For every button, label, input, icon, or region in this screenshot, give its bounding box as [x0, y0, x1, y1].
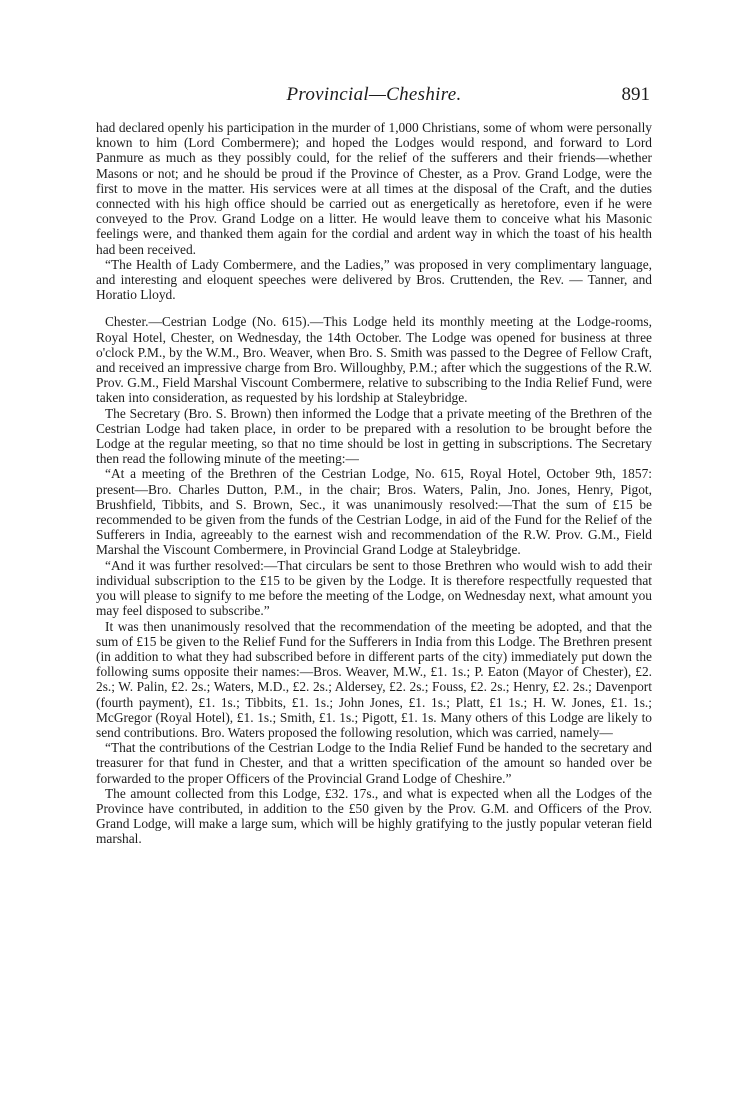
- paragraph-secretary-report: The Secretary (Bro. S. Brown) then informed the Lodge that a private meeting of the Brethren of the Cestrian Lodge had taken place, in order to be prepared with a resolution to be brought before the Lodge at the regular meeting, so that no time should be lost in getting in subscriptions. The Secretary then read the following minute of the meeting:—: [96, 405, 652, 467]
- page-header: [96, 0, 652, 110]
- paragraph-further-resolved: “And it was further resolved:—That circulars be sent to those Brethren who would wish to add their individual subscription to the £15 to be given by the Lodge. It is therefore respectfully requested that you will please to signify to me before the meeting of the Lodge, on Wednesday next, what amount you may feel disposed to subscribe.”: [96, 557, 652, 619]
- paragraph-meeting-minute: “At a meeting of the Brethren of the Cestrian Lodge, No. 615, Royal Hotel, October 9th, 1857: present—Bro. Charles Dutton, P.M., in the chair; Bros. Waters, Palin, Jno. Jones, Henry, Pigot, Brushfield, Tibbits, and S. Brown, Sec., it was unanimously resolved:—That the sum of £15 be recommended to be given from the funds of the Cestrian Lodge, in aid of the Fund for the Relief of the Sufferers in India, agreeably to the earnest wish and recommendation of the R.W. Prov. G.M., Field Marshal the Viscount Combermere, in Provincial Grand Lodge at Staleybridge.: [96, 466, 652, 558]
- article-text: [96, 120, 652, 847]
- document-page: [96, 0, 652, 847]
- running-title: Provincial—Cheshire.: [286, 84, 462, 105]
- paragraph-cestrian-lodge: Chester.—Cestrian Lodge (No. 615).—This Lodge held its monthly meeting at the Lodge-rooms, Royal Hotel, Chester, on Wednesday, the 14th October. The Lodge was opened for business at three o'clock P.M., by the W.M., Bro. Weaver, when Bro. S. Smith was passed to the Degree of Fellow Craft, and received an impressive charge from Bro. Willoughby, P.M.; after which the suggestions of the R.W. Prov. G.M., Field Marshal Viscount Combermere, relative to subscribing to the India Relief Fund, were taken into consideration, as requested by his lordship at Staleybridge.: [96, 314, 652, 406]
- paragraph-subscriptions: It was then unanimously resolved that the recommendation of the meeting be adopted, and that the sum of £15 be given to the Relief Fund for the Sufferers in India from this Lodge. The Brethren present (in addition to what they had subscribed before in different parts of the city) immediately put down the following sums opposite their names:—Bros. Weaver, M.W., £1. 1s.; P. Eaton (Mayor of Chester), £2. 2s.; W. Palin, £2. 2s.; Waters, M.D., £2. 2s.; Aldersey, £2. 2s.; Fouss, £2. 2s.; Henry, £2. 2s.; Davenport (fourth payment), £1. 1s.; Tibbits, £1. 1s.; John Jones, £1. 1s.; Platt, £1 1s.; H. W. Jones, £1. 1s.; McGregor (Royal Hotel), £1. 1s.; Smith, £1. 1s.; Pigott, £1. 1s. Many others of this Lodge are likely to send contributions. Bro. Waters proposed the following resolution, which was carried, namely—: [96, 618, 652, 740]
- paragraph-waters-resolution: “That the contributions of the Cestrian Lodge to the India Relief Fund be handed to the secretary and treasurer for that fund in Chester, and that a written specification of the amount so handed over be forwarded to the proper Officers of the Provincial Grand Lodge of Cheshire.”: [96, 740, 652, 786]
- paragraph-toast-ladies: “The Health of Lady Combermere, and the Ladies,” was proposed in very complimentary language, and interesting and eloquent speeches were delivered by Bros. Cruttenden, the Rev. — Tanner, and Horatio Lloyd.: [96, 256, 652, 303]
- paragraph-amount-collected: The amount collected from this Lodge, £32. 17s., and what is expected when all the Lodges of the Province have contributed, in addition to the £50 given by the Prov. G.M. and Officers of the Prov. Grand Lodge, will make a large sum, which will be highly gratifying to the justly popular veteran field marshal.: [96, 785, 652, 847]
- paragraph-lord-combermere-speech: had declared openly his participation in the murder of 1,000 Christians, some of whom were personally known to him (Lord Combermere); and hoped the Lodges would respond, and forward to Lord Panmure as much as they possibly could, for the relief of the sufferers and their friends—whether Masons or not; and he should be proud if the Province of Chester, as a Prov. Grand Lodge, were the first to move in the matter. His services were at all times at the disposal of the Craft, and the duties connected with his high office should be carried out as energetically as heretofore, even if he were conveyed to the Prov. Grand Lodge on a litter. He would leave them to conceive what his Masonic feelings were, and thanked them again for the cordial and ardent way in which the toast of his health had been received.: [96, 120, 652, 257]
- page-number: 891: [621, 84, 650, 105]
